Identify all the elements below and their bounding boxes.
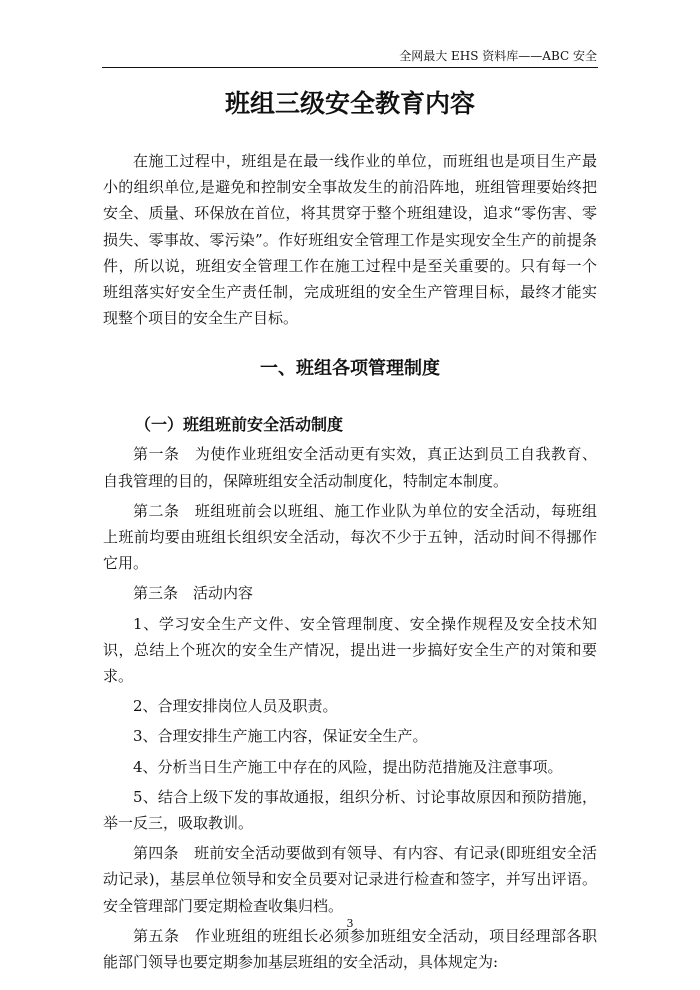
page-header-text: 全网最大 EHS 资料库——ABC 安全 <box>399 49 597 63</box>
header-rule <box>102 67 598 68</box>
activity-item: 4、分析当日生产施工中存在的风险，提出防范措施及注意事项。 <box>133 757 563 776</box>
article-paragraph <box>103 580 597 606</box>
intro-paragraph: 在施工过程中，班组是在最一线作业的单位，而班组也是项目生产最小的组织单位,是避免和控制安全事故发生的前沿阵地，班组管理要始终把安全、质量、环保放在首位，将其贯穿于整个班组建设，追求“零伤害、零损失、零事故、零污染”。作好班组安全管理工作是实现安全生产的前提条件，所以说，班组安全管理工作在施工过程中是至关重要的。只有每一个班组落实好安全生产责任制，完成班组的安全生产管理目标，最终才能实现整个项目的安全生产目标。 <box>103 152 597 328</box>
activity-item: 5、结合上级下发的事故通报，组织分析、讨论事故原因和预防措施，举一反三，吸取教训。 <box>103 787 597 833</box>
article-label: 第一条 <box>133 445 180 464</box>
activity-item: 3、合理安排生产施工内容，保证安全生产。 <box>133 727 428 746</box>
article-label: 第二条 <box>133 501 180 520</box>
page-number: 3 <box>346 917 354 930</box>
article-paragraph <box>103 498 597 577</box>
article-text: 班组班前会以班组、施工作业队为单位的安全活动，每班组上班前均要由班组长组织安全活动，每次不少于五钟，活动时间不得挪作它用。 <box>103 501 597 573</box>
article-label: 第四条 <box>133 844 179 863</box>
article-text: 活动内容 <box>193 584 254 603</box>
activity-item: 1、学习安全生产文件、安全管理制度、安全操作规程及安全技术知识，总结上个班次的安全生产情况，提出进一步搞好安全生产的对策和要求。 <box>103 614 597 686</box>
section-heading: 一、班组各项管理制度 <box>260 358 440 380</box>
article-text: 班前安全活动要做到有领导、有内容、有记录(即班组安全活动记录)，基层单位领导和安全员要对记录进行检查和签字，并写出评语。安全管理部门要定期检查收集归档。 <box>103 844 597 915</box>
article-paragraph <box>103 840 597 919</box>
article-text: 作业班组的班组长必须参加班组安全活动，项目经理部各职能部门领导也要定期参加基层班组的安全活动，具体规定为: <box>103 926 597 972</box>
document-title: 班组三级安全教育内容 <box>224 89 475 118</box>
document-body <box>103 148 597 975</box>
article-paragraph <box>103 441 597 493</box>
article-label: 第五条 <box>133 926 180 945</box>
article-label: 第三条 <box>133 584 179 603</box>
article-text: 为使作业班组安全活动更有实效，真正达到员工自我教育、自我管理的目的，保障班组安全活动制度化，特制定本制度。 <box>103 445 597 490</box>
subsection-heading: （一）班组班前安全活动制度 <box>135 415 344 435</box>
activity-item: 2、合理安排岗位人员及职责。 <box>133 697 338 716</box>
